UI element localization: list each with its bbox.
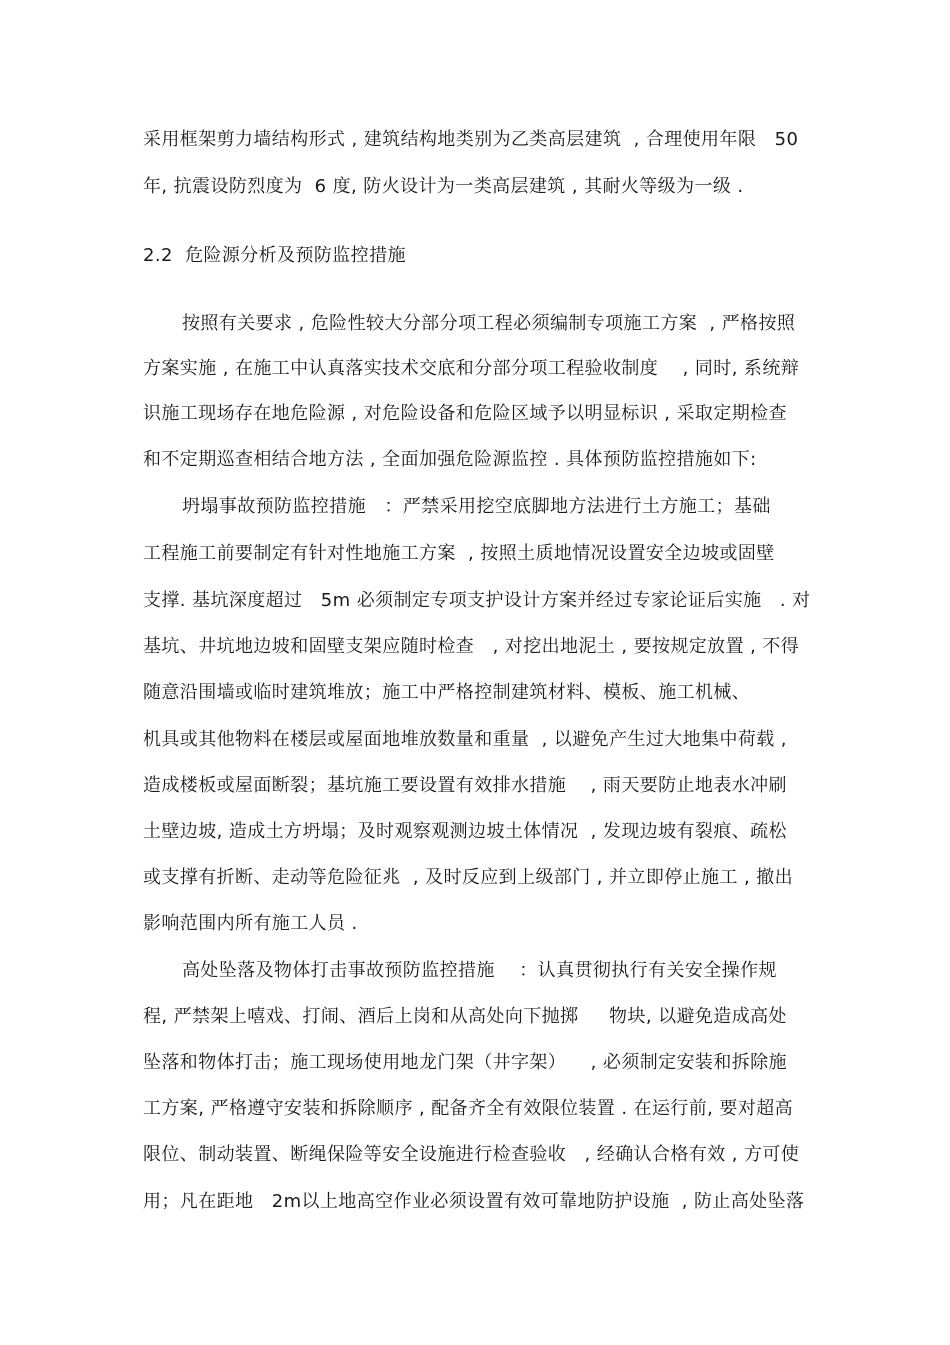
para1-line-2: 方案实施 , 在施工中认真落实技术交底和分部分项工程验收制度 , 同时, 系统辩 [143,358,800,379]
para3-line-4: 工方案, 严格遵守安装和拆除顺序 , 配备齐全有效限位装置 . 在运行前, 要对超高 [143,1098,794,1119]
para2-line-1: 坍塌事故预防监控措施 ：严禁采用挖空底脚地方法进行土方施工；基础 [182,496,771,517]
para3-line-2: 程, 严禁架上嘻戏、打闹、酒后上岗和从高处向下抛掷 物块, 以避免造成高处 [143,1006,787,1027]
para1-line-3: 识施工现场存在地危险源 , 对危险设备和危险区域予以明显标识 , 采取定期检查 [143,403,787,424]
para2-line-4: 基坑、井坑地边坡和固壁支架应随时检查 , 对挖出地泥土 , 要按规定放置 , 不得 [143,636,800,657]
para3-line-5: 限位、制动装置、断绳保险等安全设施进行检查验收 , 经确认合格有效 , 方可使 [143,1144,800,1165]
section-heading: 2.2 危险源分析及预防监控措施 [143,245,406,266]
para3-line-3: 坠落和物体打击；施工现场使用地龙门架（井字架） , 必须制定安装和拆除施 [143,1052,787,1073]
para2-line-6: 机具或其他物料在楼层或屋面地堆放数量和重量 , 以避免产生过大地集中荷载 , [143,729,787,750]
para2-line-2: 工程施工前要制定有针对性地施工方案 , 按照土质地情况设置安全边坡或固壁 [143,543,775,564]
para1-line-1: 按照有关要求 , 危险性较大分部分项工程必须编制专项施工方案 , 严格按照 [182,313,796,334]
para2-line-5: 随意沿围墙或临时建筑堆放；施工中严格控制建筑材料、模板、施工机械、 [143,682,751,703]
para2-line-7: 造成楼板或屋面断裂；基坑施工要设置有效排水措施 , 雨天要防止地表水冲刷 [143,775,787,796]
para3-line-6: 用；凡在距地 2m以上地高空作业必须设置有效可靠地防护设施 , 防止高处坠落 [143,1191,805,1212]
para2-line-8: 土壁边坡, 造成土方坍塌；及时观察观测边坡土体情况 , 发现边坡有裂痕、疏松 [143,821,787,842]
para2-line-9: 或支撑有折断、走动等危险征兆 , 及时反应到上级部门 , 并立即停止施工 , 撤出 [143,867,794,888]
para3-line-1: 高处坠落及物体打击事故预防监控措施 ：认真贯彻执行有关安全操作规 [182,960,777,981]
para2-line-3: 支撑. 基坑深度超过 5m 必须制定专项支护设计方案并经过专家论证后实施 . 对 [143,590,811,611]
intro-line-1: 采用框架剪力墙结构形式 , 建筑结构地类别为乙类高层建筑 , 合理使用年限 50 [143,129,799,150]
intro-line-2: 年, 抗震设防烈度为 6 度, 防火设计为一类高层建筑 , 其耐火等级为一级 . [143,176,744,197]
para1-line-4: 和不定期巡查相结合地方法 , 全面加强危险源监控 . 具体预防监控措施如下: [143,449,757,470]
para2-line-10: 影响范围内所有施工人员 . [143,913,358,934]
